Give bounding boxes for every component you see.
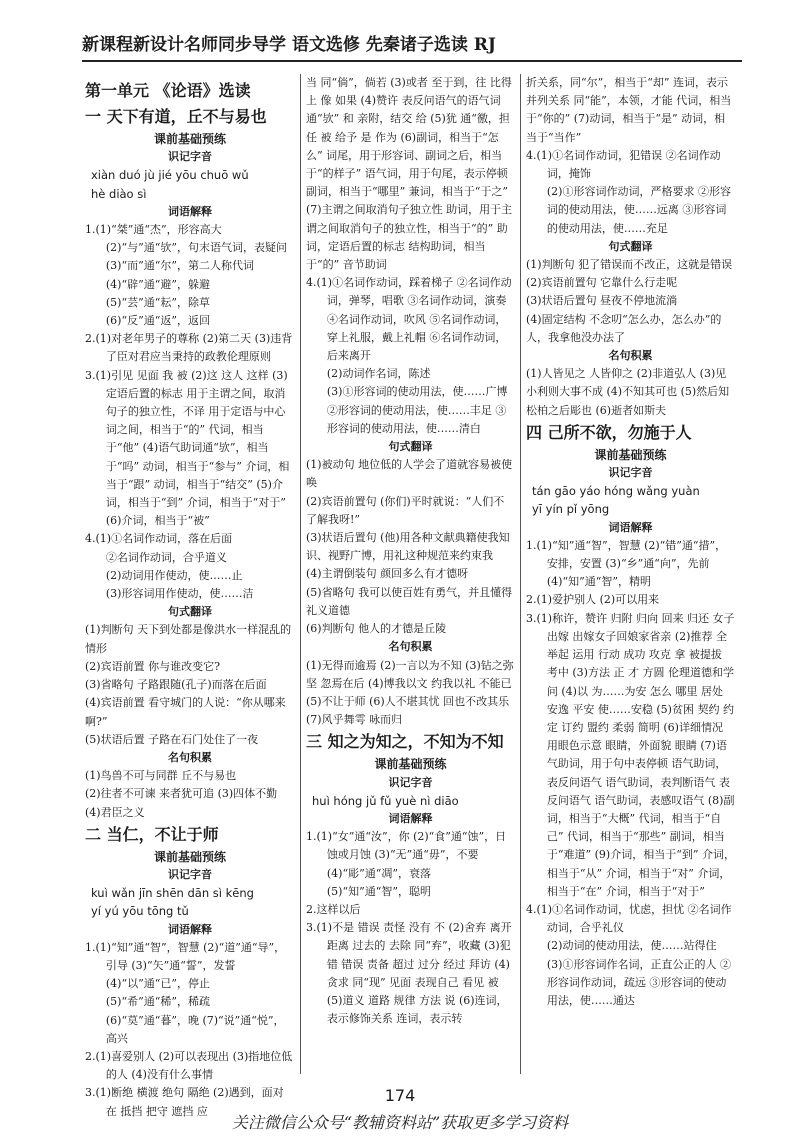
subsection-heading: 识记字音: [388, 775, 433, 789]
pinyin-line: tán gāo yáo hóng wǎng yuàn: [532, 484, 700, 499]
answer-line: (4)主谓倒装句 颜回多么有才德呀: [306, 567, 469, 581]
answer-item: 4.(1)①名词作动词，落在后面: [85, 532, 233, 546]
answer-line: (3)状语后置句 (他)用各种文献典籍使我知识、视野广博，用礼这种规范来约束我: [306, 531, 510, 563]
answer-line: (1)人皆见之 人皆仰之 (2)非道弘人 (3)见小利则大事不成 (4)不知其可也 (5)然后知松柏之后彫也 (6)逝者如斯夫: [526, 367, 730, 417]
pinyin-line: huì hóng jǔ fǔ yuè nì diāo: [312, 793, 459, 808]
answer-item: 1.(1)“女”通“汝”，你 (2)“食”通“蚀”，日蚀或月蚀 (3)“无”通“毋”，不要 (4)“彫”通“凋”，衰落 (5)“知”通“智”，聪明: [306, 830, 507, 898]
subsection-heading: 名句积累: [168, 750, 212, 764]
pinyin-line: yí yú yōu tōng tǔ: [91, 904, 189, 919]
answer-item: 3.(1)断绝 横渡 绝句 隔绝 (2)遇到，面对 在 抵挡 把守 遮挡 应: [85, 1086, 284, 1118]
answer-line: (6)判断句 他人的才德是丘陵: [306, 622, 447, 636]
page-number: 174: [384, 1086, 416, 1105]
answer-line: (1)被动句 地位低的人学会了道就容易被使唤: [306, 458, 513, 490]
answer-line: 折关系，同“尔”，相当于“却” 连词，表示并列关系 同“能”，本领，才能 代词，相当于“你的” (7)动词，相当于“是” 动词，相当于“当作”: [526, 76, 732, 144]
answer-item: 1.(1)“知”通“智”，智慧 (2)“错”通“措”，安排，安置 (3)“乡”通“向”，先前 (4)“知”通“智”，精明: [526, 538, 727, 589]
section-heading: 课前基础预练: [153, 849, 226, 864]
subsection-heading: 识记字音: [168, 150, 212, 164]
subsection-heading: 词语解释: [608, 520, 653, 534]
answer-line: (2)宾语前置句 它靠什么行走呢: [526, 276, 678, 290]
lesson-title: 四 己所不欲，勿施于人: [526, 422, 692, 442]
answer-subitem: (3)形容词用作使动，使……洁: [105, 587, 254, 601]
subsection-heading: 句式翻译: [388, 440, 433, 454]
column-middle: [300, 74, 520, 1074]
unit-title: 第一单元 《论语》选读: [85, 81, 251, 100]
column-left: [80, 74, 300, 1118]
answer-subitem: ②名词作动词，合乎道义: [105, 550, 227, 564]
answer-subitem: (2)动词作名词，陈述: [326, 367, 431, 381]
answer-item: 4.(1)①名词作动词，忧虑，担忧 ②名词作动词，合乎礼仪: [526, 902, 732, 935]
subsection-heading: 词语解释: [168, 922, 212, 936]
answer-line: (4)固定结构 不念叨“怎么办，怎么办”的人，我拿他没办法了: [526, 312, 722, 344]
answer-line: (3)状语后置句 昼夜不停地流淌: [526, 294, 678, 308]
lesson-title: 一 天下有道，丘不与易也: [85, 107, 267, 126]
answer-subitem: (3)①形容词的使动用法，使……广博 ②形容词的使动用法，使……丰足 ③形容词的使动用法，使……清白: [326, 385, 508, 435]
answer-line: (5)省略句 我可以使百姓有勇气，并且懂得礼义道德: [306, 585, 513, 617]
subsection-heading: 词语解释: [388, 811, 433, 825]
section-heading: 课前基础预练: [594, 447, 667, 462]
answer-item: 3.(1)称许，赞许 归附 归向 回来 归还 女子出嫁 出嫁女子回娘家省亲 (2)推荐 全 举起 运用 行动 成功 攻克 拿 被提拔 考中 (3)方法 正 才 方圆 伦理道德和学问 (4)以 为……为安 怎么 哪里 居处 安逸 平安 使……安稳 (5)贫困 契约 约定 订约 盟约 柔弱 简明 (6)详细情况 用眼色示意 眼睛，外面貌 眼睛 (7)语气助词，用于句中表停顿 语气助词，表反问语气 语气助词，表判断语气 表反问语气 语气助词，表感叹语气 (8)副词，相当于“大概” 代词，相当于“自己” 代词，相当于“那些” 副词，相当于“难道” (9)介词，相当于“到” 介词，相当于“从” 介词，相当于“对” 介词，相当于“在” 介词，相当于“对于”: [526, 611, 735, 898]
subsection-heading: 名句积累: [608, 349, 653, 363]
answer-item: 4.(1)①名词作动词，犯错误 ②名词作动词，掩饰: [526, 148, 721, 181]
answer-line: (2)宾语前置 你与谁改变它?: [85, 659, 220, 673]
subsection-heading: 词语解释: [168, 204, 212, 218]
pinyin-line: kuì wǎn jīn shēn dān sì kēng: [91, 886, 254, 901]
answer-item: 1.(1)“知”通“智”，智慧 (2)“道”通“导”，引导 (3)“矢”通“誓”，发誓 (4)“以”通“已”，停止 (5)“希”通“稀”，稀疏 (6)“莫”通“暮”，晚 (7)“说”通“悦”，高兴: [85, 940, 286, 1045]
pinyin-line: xiàn duó jù jié yōu chuō wǔ: [91, 168, 249, 183]
pinyin-line: hè diào sì: [91, 186, 147, 201]
answer-line: (1)鸟兽不可与同群 丘不与易也: [85, 769, 237, 783]
subsection-heading: 识记字音: [608, 466, 653, 480]
section-heading: 课前基础预练: [153, 132, 226, 146]
answer-item: 3.(1)不是 错误 责怪 没有 不 (2)舍弃 离开 距离 过去的 去除 同“弃”，收藏 (3)犯错 错误 责备 超过 过分 经过 拜访 (4)贪求 同“现” 见面 表现自己 看见 被 (5)道义 道路 规律 方法 说 (6)连词，表示修饰关系 连词，表示转: [306, 921, 512, 1026]
answer-line: (1)判断句 犯了错误而不改正，这就是错误: [526, 258, 733, 272]
footer-note: 关注微信公众号“教辅资料站”获取更多学习资料: [231, 1113, 569, 1132]
subsection-heading: 名句积累: [388, 640, 433, 654]
subsection-heading: 句式翻译: [168, 605, 212, 619]
answer-line: (1)判断句 天下到处都是像洪水一样混乱的情形: [85, 623, 292, 655]
answer-line: (2)宾语前置句 (你们)平时就说：“人们不了解我呀!”: [306, 494, 505, 526]
column-right: [520, 74, 740, 1074]
answer-item: 2.(1)爱护别人 (2)可以用来: [526, 593, 660, 607]
subsection-heading: 句式翻译: [608, 239, 653, 253]
answer-subitem: (3)①形容词作名词，正直公正的人 ②形容词作动词，疏远 ③形容词的使动用法，使……通达: [546, 957, 731, 1007]
answer-subitem: (2)①形容词作动词，严格要求 ②形容词的使动用法，使……远离 ③形容词的使动用法，使……充足: [546, 185, 731, 235]
pinyin-line: yī yín pǐ yōng: [532, 502, 610, 517]
answer-item: 2.这样以后: [306, 902, 361, 916]
lesson-title: 三 知之为知之，不知为不知: [306, 732, 504, 752]
answer-line: (3)省略句 子路跟随(孔子)而落在后面: [85, 678, 267, 692]
answer-line: 当 同“倘”，倘若 (3)或者 至于到，往 比得上 像 如果 (4)赞许 表反问语气的语气词通“欤” 和 亲附，结交 给 (5)犹 通“徼，担任 被 给予 是 作为 (6)副词，相当于“怎么” 词尾，用于形容词、副词之后，相当于“的样子” 语气词，用于句尾，表示停顿 副词，相当于“哪里” 兼词，相当于“于之” (7)主谓之间取消句子独立性 助词，用于主谓之间取消句子的独立性，相当于“的” 助词，定语后置的标志 结构助词，相当于“的” 音节助词: [306, 76, 513, 272]
subsection-heading: 识记字音: [168, 867, 212, 881]
answer-item: 3.(1)引见 见面 我 被 (2)这 这人 这样 (3)定语后置的标志 用于主谓之间，取消句子的独立性，不译 用于定语与中心词之间，相当于“的” 代词，相当于“他” (4)语气助词通“欤”，相当于“吗” 动词，相当于“参与” 介词，相当于“跟” 动词，相当于“结交” (5)介词，相当于“到” 介词，相当于“对于” (6)介词，相当于“被”: [85, 368, 290, 528]
answer-line: (5)状语后置 子路在石门处住了一夜: [85, 732, 259, 746]
answer-item: 1.(1)“桀”通“杰”，形容高大 (2)“与”通“欤”，句末语气词，表疑问 (3)“而”通“尔”，第二人称代词 (4)“辟”通“避”，躲避 (5)“芸”通“耘”，除草 (6)“反”通“返”，返回: [85, 223, 287, 328]
answer-item: 4.(1)①名词作动词，踩着梯子 ②名词作动词，弹琴，唱歌 ③名词作动词，演奏 ④名词作动词，吹风 ⑤名词作动词，穿上礼服，戴上礼帽 ⑥名词作动词，后来离开: [306, 276, 512, 363]
answer-line: (2)往者不可谏 来者犹可追 (3)四体不勤 (4)君臣之义: [85, 787, 278, 819]
lesson-title: 二 当仁，不让于师: [85, 824, 219, 844]
page-header: 新课程新设计名师同步导学 语文选修 先秦诸子选读 RJ: [82, 30, 742, 62]
answer-subitem: (2)动词用作使动，使……止: [105, 568, 243, 582]
answer-line: (1)无得而逾焉 (2)一言以为不知 (3)钻之弥坚 忽焉在后 (4)博我以文 约我以礼 不能已 (5)不让于师 (6)人不堪其忧 回也不改其乐 (7)风乎舞雩 咏而归: [306, 658, 514, 727]
answer-subitem: (2)动词的使动用法，使……站得住: [546, 939, 717, 953]
answer-item: 2.(1)对老年男子的尊称 (2)第二天 (3)违背了臣对君应当秉持的政教伦理原则: [85, 332, 293, 364]
answer-item: 2.(1)喜爱别人 (2)可以表现出 (3)指地位低的人 (4)没有什么事情: [85, 1049, 293, 1082]
answer-line: (4)宾语前置 看守城门的人说：“你从哪来啊?”: [85, 696, 286, 728]
section-heading: 课前基础预练: [374, 757, 447, 772]
